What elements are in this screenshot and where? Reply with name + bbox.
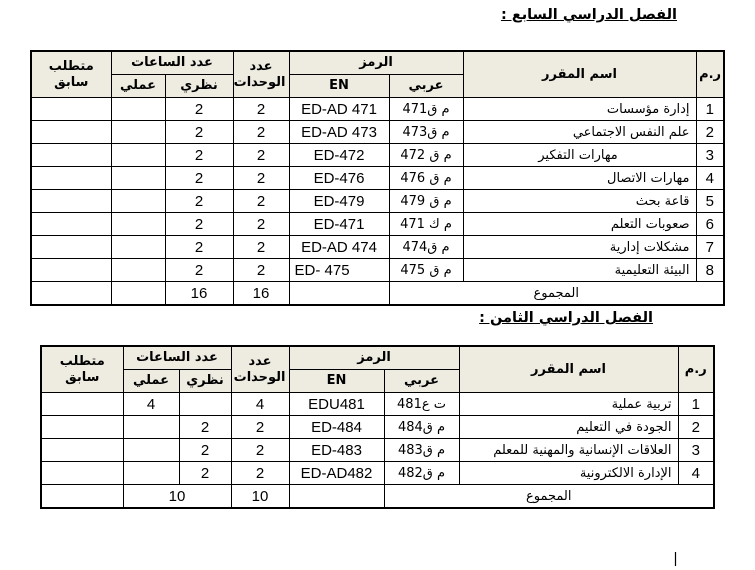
cell-practical: [111, 121, 165, 144]
cell-units: 2: [233, 98, 289, 121]
cell-theoretical: [179, 393, 231, 416]
cell-units: 2: [231, 462, 289, 485]
header-prerequisite: متطلب سابق: [41, 346, 123, 393]
cell-code-arabic: م ق 472: [389, 144, 463, 167]
table-row: [41, 462, 714, 485]
cell-code-arabic: ت ع481: [384, 393, 459, 416]
cell-practical: [111, 190, 165, 213]
cell-prerequisite: [31, 98, 111, 121]
semester-8-table: [40, 345, 715, 509]
cell-course-name: مهارات الاتصال: [463, 167, 696, 190]
header-course-name: اسم المقرر: [463, 51, 696, 98]
table-row: [31, 259, 724, 282]
cell-serial: 1: [678, 393, 714, 416]
cell-course-name: قاعة بحث: [463, 190, 696, 213]
cell-code-en: ED-479: [289, 190, 389, 213]
cell-code-en: ED-471: [289, 213, 389, 236]
semester-7-table: [30, 50, 725, 306]
cell-theoretical: 2: [165, 98, 233, 121]
cell-code-arabic: م ق 475: [389, 259, 463, 282]
cell-code-arabic: م ق473: [389, 121, 463, 144]
header-serial: ر.م: [678, 346, 714, 393]
semester-8-title: الفصل الدراسي الثامن :: [479, 310, 653, 326]
cell-course-name: البيئة التعليمية: [463, 259, 696, 282]
table-row: [31, 98, 724, 121]
cell-code-en: ED- 475: [289, 259, 389, 282]
table-row: [41, 416, 714, 439]
header-course-name: اسم المقرر: [459, 346, 678, 393]
table-row: [31, 167, 724, 190]
cell-code-en: ED-476: [289, 167, 389, 190]
table-row: [31, 121, 724, 144]
cell-theoretical: 2: [165, 167, 233, 190]
cell-units: 2: [233, 213, 289, 236]
cell-serial: 7: [696, 236, 724, 259]
header-hours-group: عدد الساعات: [123, 346, 231, 370]
cell-theoretical: 2: [179, 462, 231, 485]
cell-prerequisite: [31, 236, 111, 259]
cell-code-en: ED-AD482: [289, 462, 384, 485]
header-theoretical: نظري: [179, 370, 231, 393]
cell-code-en: ED-AD 474: [289, 236, 389, 259]
cell-serial: 5: [696, 190, 724, 213]
cell-serial: 3: [678, 439, 714, 462]
cell-practical: [123, 462, 179, 485]
total-row: [41, 485, 714, 509]
total-prerequisite: [31, 282, 111, 306]
cell-prerequisite: [41, 462, 123, 485]
table-row: [41, 439, 714, 462]
cell-code-arabic: م ق484: [384, 416, 459, 439]
cell-course-name: تربية عملية: [459, 393, 678, 416]
total-prerequisite: [41, 485, 123, 509]
cell-prerequisite: [31, 144, 111, 167]
total-theoretical: 16: [165, 282, 233, 306]
cell-course-name: العلاقات الإنسانية والمهنية للمعلم: [459, 439, 678, 462]
cell-theoretical: 2: [165, 213, 233, 236]
cell-course-name: صعوبات التعلم: [463, 213, 696, 236]
cell-prerequisite: [41, 439, 123, 462]
total-label: المجموع: [384, 485, 714, 509]
cell-code-en: ED-AD 473: [289, 121, 389, 144]
cell-theoretical: 2: [179, 416, 231, 439]
cell-practical: [123, 416, 179, 439]
cell-serial: 3: [696, 144, 724, 167]
total-hours: 10: [123, 485, 231, 509]
cell-units: 4: [231, 393, 289, 416]
cell-theoretical: 2: [165, 259, 233, 282]
total-code-en: [289, 485, 384, 509]
cell-course-name: علم النفس الاجتماعي: [463, 121, 696, 144]
total-code-en: [289, 282, 389, 306]
table-row: [41, 393, 714, 416]
cell-code-arabic: م ق483: [384, 439, 459, 462]
cell-course-name: مهارات التفكير: [463, 144, 696, 167]
semester-7-title: الفصل الدراسي السابع :: [500, 7, 677, 23]
cell-course-name: إدارة مؤسسات: [463, 98, 696, 121]
cell-practical: [111, 144, 165, 167]
cell-code-en: ED-484: [289, 416, 384, 439]
header-row-1: [41, 346, 714, 370]
total-units: 10: [231, 485, 289, 509]
total-label: المجموع: [389, 282, 724, 306]
header-code-en: EN: [289, 370, 384, 393]
table-row: [31, 144, 724, 167]
cell-units: 2: [233, 259, 289, 282]
cell-theoretical: 2: [165, 144, 233, 167]
total-row: [31, 282, 724, 306]
cell-code-en: ED-483: [289, 439, 384, 462]
cell-units: 2: [231, 416, 289, 439]
header-theoretical: نظري: [165, 75, 233, 98]
cell-practical: 4: [123, 393, 179, 416]
cell-theoretical: 2: [165, 121, 233, 144]
cell-prerequisite: [31, 121, 111, 144]
cell-units: 2: [233, 121, 289, 144]
header-hours-group: عدد الساعات: [111, 51, 233, 75]
cell-practical: [111, 213, 165, 236]
cell-course-name: الإدارة الالكترونية: [459, 462, 678, 485]
cell-units: 2: [233, 236, 289, 259]
cell-prerequisite: [41, 416, 123, 439]
cell-theoretical: 2: [165, 236, 233, 259]
cell-code-arabic: م ك 471: [389, 213, 463, 236]
table-row: [31, 190, 724, 213]
header-practical: عملي: [123, 370, 179, 393]
cell-practical: [111, 98, 165, 121]
cell-prerequisite: [31, 213, 111, 236]
table-row: [31, 236, 724, 259]
cell-prerequisite: [31, 167, 111, 190]
cell-code-arabic: م ق474: [389, 236, 463, 259]
header-code-arabic: عربي: [389, 75, 463, 98]
cell-theoretical: 2: [179, 439, 231, 462]
table-row: [31, 213, 724, 236]
cell-prerequisite: [31, 259, 111, 282]
cell-practical: [111, 236, 165, 259]
cell-serial: 4: [696, 167, 724, 190]
cell-units: 2: [231, 439, 289, 462]
cell-code-arabic: م ق 476: [389, 167, 463, 190]
cell-serial: 2: [696, 121, 724, 144]
cell-practical: [111, 167, 165, 190]
cell-units: 2: [233, 167, 289, 190]
cell-serial: 2: [678, 416, 714, 439]
cell-practical: [123, 439, 179, 462]
cell-units: 2: [233, 190, 289, 213]
header-code-group: الرمز: [289, 346, 459, 370]
cell-code-arabic: م ق482: [384, 462, 459, 485]
header-units: عدد الوحدات: [231, 346, 289, 393]
header-practical: عملي: [111, 75, 165, 98]
cell-practical: [111, 259, 165, 282]
cell-serial: 6: [696, 213, 724, 236]
text-cursor-mark: |: [671, 551, 681, 568]
header-code-en: EN: [289, 75, 389, 98]
cell-prerequisite: [41, 393, 123, 416]
cell-code-en: EDU481: [289, 393, 384, 416]
cell-serial: 1: [696, 98, 724, 121]
total-units: 16: [233, 282, 289, 306]
header-row-1: [31, 51, 724, 75]
cell-course-name: الجودة في التعليم: [459, 416, 678, 439]
cell-code-en: ED-AD 471: [289, 98, 389, 121]
cell-code-en: ED-472: [289, 144, 389, 167]
cell-code-arabic: م ق 479: [389, 190, 463, 213]
cell-theoretical: 2: [165, 190, 233, 213]
cell-course-name: مشكلات إدارية: [463, 236, 696, 259]
header-code-arabic: عربي: [384, 370, 459, 393]
header-code-group: الرمز: [289, 51, 463, 75]
cell-units: 2: [233, 144, 289, 167]
cell-prerequisite: [31, 190, 111, 213]
cell-serial: 8: [696, 259, 724, 282]
header-serial: ر.م: [696, 51, 724, 98]
cell-code-arabic: م ق471: [389, 98, 463, 121]
header-prerequisite: متطلب سابق: [31, 51, 111, 98]
cell-serial: 4: [678, 462, 714, 485]
header-units: عدد الوحدات: [233, 51, 289, 98]
total-practical: [111, 282, 165, 306]
